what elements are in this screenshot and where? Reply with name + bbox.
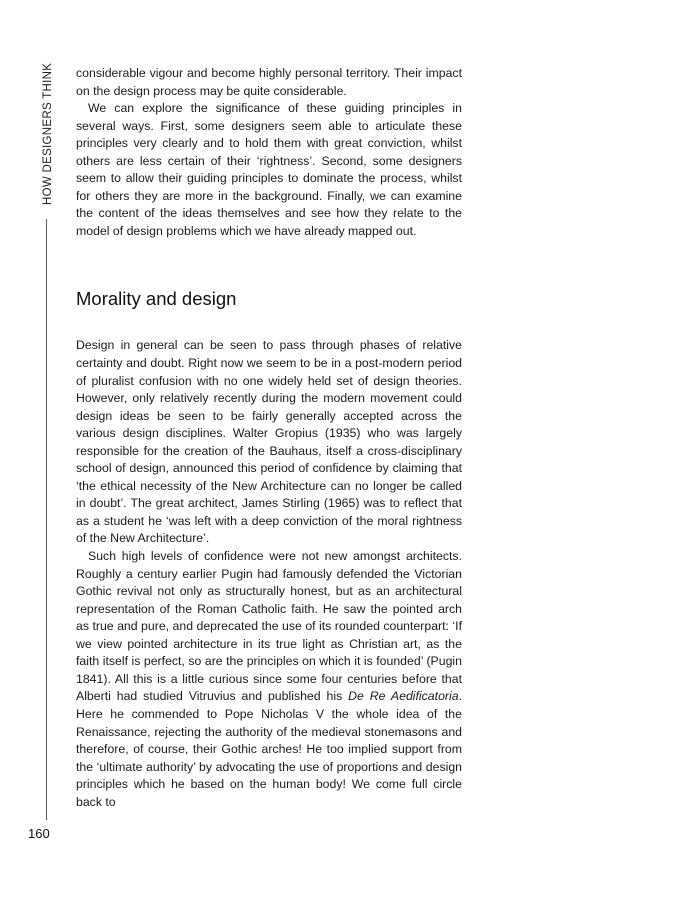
- paragraph-continued: considerable vigour and become highly personal territory. Their impact on the design process may be quite considerable.: [76, 66, 462, 98]
- paragraph-morality: Design in general can be seen to pass through phases of relative certainty and doubt. Right now we seem to be in a post-modern period of pluralist confusion with no one widely held set of design theories. However, only relatively recently during the modern movement could design ideas be seen to be fairly generally accepted across the various design disciplines. Walter Gropius (1935) who was largely responsible for the creation of the Bauhaus, itself a cross-disciplinary school of design, announced this period of confidence by claiming that ‘the ethical necessity of the New Architecture can no longer be called in doubt’. The great architect, James Stirling (1965) was to reflect that as a student he ‘was left with a deep conviction of the moral rightness of the New Architecture’.: [76, 338, 462, 546]
- book-title-italic: De Re Aedificatoria: [348, 689, 459, 704]
- pugin-text-start: Such high levels of confidence were not new amongst architects. Roughly a century earlier Pugin had famously defended the Victorian Gothic revival not only as structurally honest, but as an architectural representation of the Roman Catholic faith. He saw the pointed arch as true and pure, and deprecated the use of its rounded counterpart: ‘If we view pointed architecture in its true light as Christian art, as the faith itself is perfect, so are the principles on which it is founded’ (Pugin 1841). All this is a little curious since some four centuries before that Alberti had studied Vitruvius and published his: [76, 549, 462, 704]
- paragraph-pugin: [76, 548, 462, 811]
- pugin-text-end: . Here he commended to Pope Nicholas V the whole idea of the Renaissance, rejecting the authority of the medieval stonemasons and therefore, of course, their Gothic arches! He too implied support from the ‘ultimate authority’ by advocating the use of proportions and design principles which he based on the human body! We come full circle back to: [76, 689, 462, 809]
- section-heading-wrapper: [76, 287, 462, 311]
- page-number: 160: [28, 826, 50, 841]
- paragraph-guiding-principles: We can explore the significance of these guiding principles in several ways. First, some designers seem able to articulate these principles very clearly and to hold them with great conviction, whilst others are less certain of their ‘rightness’. Second, some designers seem to allow their guiding principles to dominate the process, whilst for others they are more in the background. Finally, we can examine the content of the ideas themselves and see how they relate to the model of design problems which we have already mapped out.: [76, 101, 462, 238]
- section-heading: Morality and design: [76, 288, 237, 310]
- margin-rule: [46, 219, 47, 820]
- running-head: HOW DESIGNERS THINK: [42, 62, 54, 205]
- body-text: [76, 65, 462, 811]
